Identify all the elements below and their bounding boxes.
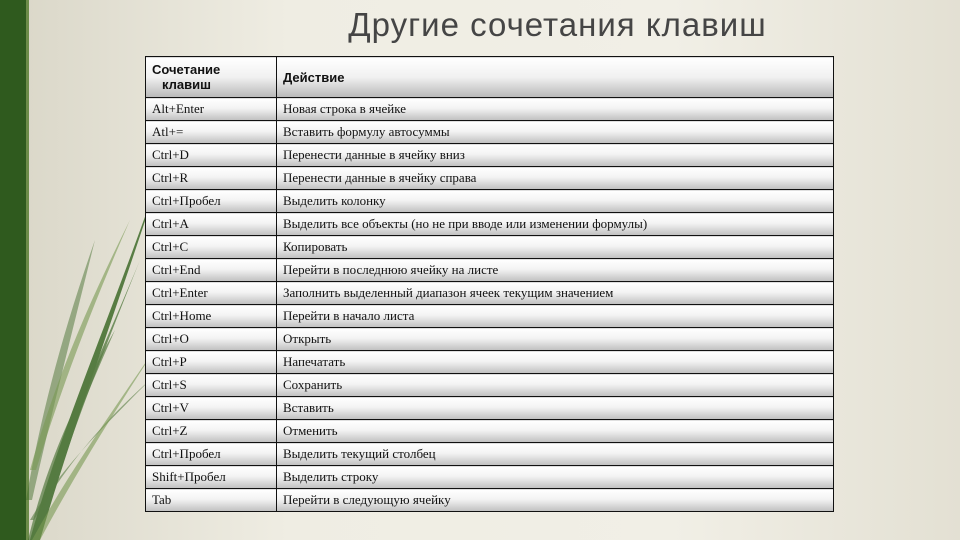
header-shortcut-line1: Сочетание [152,62,221,77]
table-row [146,282,834,305]
table-row [146,190,834,213]
table-row [146,259,834,282]
action-cell: Сохранить [277,374,834,397]
shortcut-cell: Tab [146,489,277,512]
header-action: Действие [277,57,834,98]
table-row [146,144,834,167]
table-row [146,236,834,259]
table-row [146,98,834,121]
shortcut-cell: Ctrl+Home [146,305,277,328]
shortcut-cell: Ctrl+C [146,236,277,259]
shortcuts-table [145,56,834,512]
shortcut-cell: Ctrl+P [146,351,277,374]
shortcut-cell: Ctrl+V [146,397,277,420]
table-header-row [146,57,834,98]
action-cell: Выделить текущий столбец [277,443,834,466]
table-row [146,466,834,489]
table-row [146,121,834,144]
action-cell: Выделить все объекты (но не при вводе или изменении формулы) [277,213,834,236]
shortcut-cell: Ctrl+R [146,167,277,190]
table-row [146,351,834,374]
shortcut-cell: Ctrl+Z [146,420,277,443]
shortcut-cell: Ctrl+Enter [146,282,277,305]
action-cell: Перенести данные в ячейку справа [277,167,834,190]
action-cell: Заполнить выделенный диапазон ячеек текущим значением [277,282,834,305]
page-title: Другие сочетания клавиш [348,6,767,43]
action-cell: Вставить [277,397,834,420]
table-row [146,443,834,466]
shortcut-cell: Ctrl+Пробел [146,443,277,466]
table-row [146,167,834,190]
table-row [146,328,834,351]
action-cell: Открыть [277,328,834,351]
action-cell: Вставить формулу автосуммы [277,121,834,144]
action-cell: Перейти в последнюю ячейку на листе [277,259,834,282]
table-row [146,397,834,420]
table-row [146,420,834,443]
shortcut-cell: Ctrl+End [146,259,277,282]
shortcut-cell: Ctrl+Пробел [146,190,277,213]
action-cell: Перенести данные в ячейку вниз [277,144,834,167]
shortcut-cell: Ctrl+S [146,374,277,397]
table-row [146,374,834,397]
action-cell: Перейти в начало листа [277,305,834,328]
action-cell: Выделить колонку [277,190,834,213]
shortcut-cell: Shift+Пробел [146,466,277,489]
action-cell: Новая строка в ячейке [277,98,834,121]
shortcut-cell: Ctrl+D [146,144,277,167]
shortcut-cell: Atl+= [146,121,277,144]
action-cell: Копировать [277,236,834,259]
action-cell: Перейти в следующую ячейку [277,489,834,512]
action-cell: Отменить [277,420,834,443]
shortcut-cell: Ctrl+A [146,213,277,236]
table-row [146,489,834,512]
header-shortcut-line2: клавиш [162,77,211,92]
action-cell: Напечатать [277,351,834,374]
shortcut-cell: Ctrl+O [146,328,277,351]
table-row [146,213,834,236]
shortcut-cell: Alt+Enter [146,98,277,121]
table-row [146,305,834,328]
header-shortcut [146,57,277,98]
action-cell: Выделить строку [277,466,834,489]
